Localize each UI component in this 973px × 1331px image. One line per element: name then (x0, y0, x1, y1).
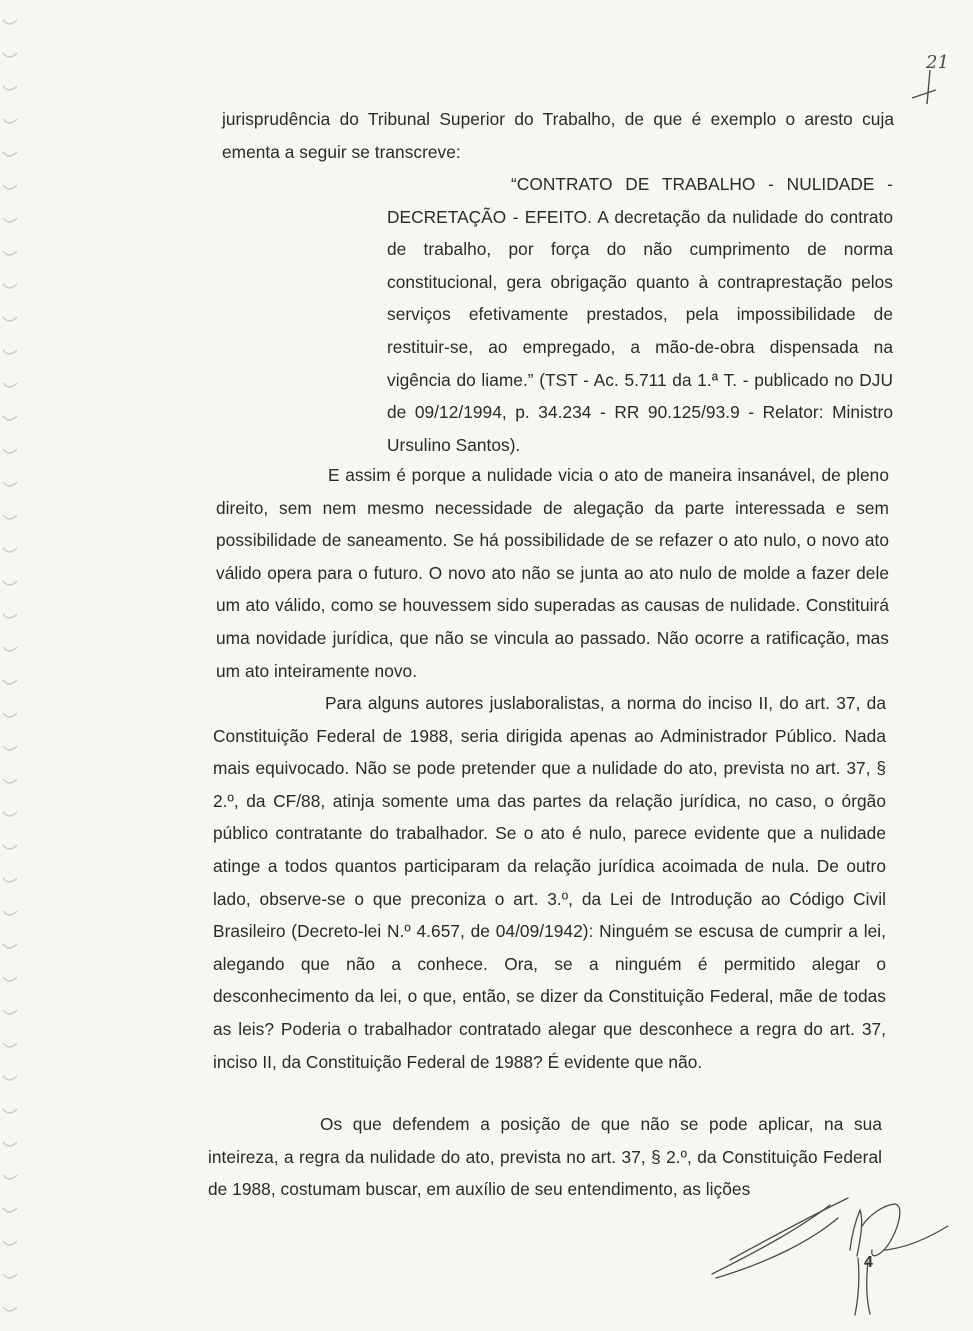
binding-hole (3, 449, 17, 453)
page-number: 4 (864, 1254, 873, 1271)
binding-hole (3, 152, 17, 156)
binding-hole (3, 911, 17, 915)
binding-hole (3, 185, 17, 189)
binding-hole (3, 1307, 17, 1311)
binding-hole (3, 1274, 17, 1278)
binding-hole (3, 1076, 17, 1080)
binding-hole (3, 383, 17, 387)
binding-hole (3, 515, 17, 519)
binding-hole (3, 1109, 17, 1113)
binding-hole (3, 1241, 17, 1245)
block-quote-ementa: “CONTRATO DE TRABALHO - NULIDADE - DECRETAÇÃO - EFEITO. A decretação da nulidade do contrato de trabalho, por força do não cumprimento de norma constitucional, gera obrigação quanto à contraprestação pelos serviços efetivamente prestados, pela impossibilidade de restituir-se, ao empregado, a mão-de-obra dispensada na vigência do liame.” (TST - Ac. 5.711 da 1.ª T. - publicado no DJU de 09/12/1994, p. 34.234 - RR 90.125/93.9 - Relator: Ministro Ursulino Santos). (387, 174, 893, 455)
binding-hole (3, 548, 17, 552)
binding-hole (3, 1010, 17, 1014)
binding-hole (3, 251, 17, 255)
binding-hole (3, 1208, 17, 1212)
binding-hole (3, 20, 17, 24)
binding-hole (3, 284, 17, 288)
binding-hole (3, 53, 17, 57)
binding-hole (3, 746, 17, 750)
paragraph-3: Para alguns autores juslaboralistas, a norma do inciso II, do art. 37, da Constituição Federal de 1988, seria dirigida apenas ao Administrador Público. Nada mais equivocado. Não se pode pretender que a nulidade do ato, prevista no art. 37, § 2.º, da CF/88, atinja somente uma das partes da relação jurídica, no caso, o órgão público contratante do trabalhador. Se o ato é nulo, parece evidente que a nulidade atinge a todos quantos participaram da relação jurídica acoimada de nula. De outro lado, observe-se o que preconiza o art. 3.º, da Lei de Introdução ao Código Civil Brasileiro (Decreto-lei N.º 4.657, de 04/09/1942): Ninguém se escusa de cumprir a lei, alegando que não a conhece. Ora, se a ninguém é permitido alegar o desconhecimento da lei, o que, então, se dizer da Constituição Federal, mãe de todas as leis? Poderia o trabalhador contratado alegar que desconhece a regra do art. 37, inciso II, da Constituição Federal de 1988? É evidente que não. (213, 693, 886, 1072)
paragraph-2: E assim é porque a nulidade vicia o ato de maneira insanável, de pleno direito, sem nem mesmo necessidade de alegação da parte interessada e sem possibilidade de saneamento. Se há possibilidade de se refazer o ato nulo, o novo ato válido opera para o futuro. O novo ato não se junta ao ato nulo de molde a fazer dele um ato válido, como se houvessem sido superadas as causas de nulidade. Constituirá uma novidade jurídica, que não se vincula ao passado. Não ocorre a ratificação, mas um ato inteiramente novo. (216, 465, 889, 681)
binding-hole (3, 350, 17, 354)
binding-hole (3, 482, 17, 486)
binding-hole (3, 878, 17, 882)
binding-hole (3, 317, 17, 321)
binding-hole (3, 119, 17, 123)
binding-hole (3, 713, 17, 717)
margin-mark: 21 (926, 52, 949, 73)
paragraph-4: Os que defendem a posição de que não se pode aplicar, na sua inteireza, a regra da nulidade do ato, prevista no art. 37, § 2.º, da Constituição Federal de 1988, costumam buscar, em auxílio de seu entendimento, as lições (208, 1114, 882, 1200)
binding-hole (3, 779, 17, 783)
binding-hole (3, 680, 17, 684)
binding-hole (3, 1043, 17, 1047)
binding-hole (3, 812, 17, 816)
binding-hole (3, 416, 17, 420)
binding-holes-icon (0, 0, 22, 1331)
binding-hole (3, 581, 17, 585)
binding-hole (3, 647, 17, 651)
binding-hole (3, 614, 17, 618)
binding-hole (3, 845, 17, 849)
binding-hole (3, 944, 17, 948)
binding-hole (3, 1142, 17, 1146)
paragraph-intro: jurisprudência do Tribunal Superior do Trabalho, de que é exemplo o aresto cuja ementa a seguir se transcreve: (222, 109, 894, 162)
binding-hole (3, 218, 17, 222)
binding-hole (3, 977, 17, 981)
binding-hole (3, 86, 17, 90)
binding-hole (3, 1175, 17, 1179)
